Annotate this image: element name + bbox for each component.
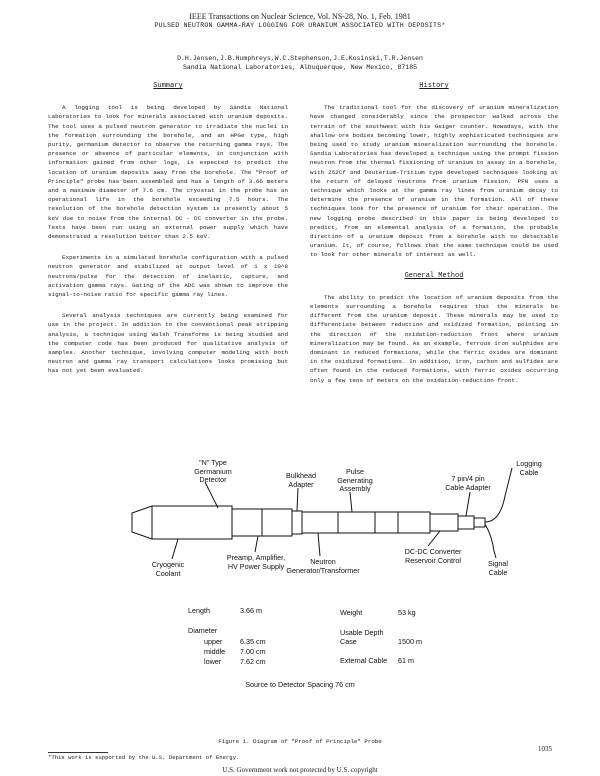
label-dcdc-text: DC-DC Converter Reservoir Control — [404, 547, 462, 565]
spec-lower-label: lower — [204, 657, 222, 666]
left-column — [48, 82, 288, 388]
general-method-paragraph: The ability to predict the location of uranium deposits from the elements surrounding a borehole requires that the minerals be different from the uranium deposit. These minerals may be used to differentiate between reduction and oxidized formation, pointing in the direction of the oxidation-reduction front where uranium mineralization may be found. As an example, ferrous iron sulphides are dominant in reduced formations, while the ferric oxides are dominant in the oxidized formations. In addition, iron, carbon and sulfides are often found in the reduced formations, with ferric oxides occurring only a few tens of meters on the oxidation-reduction front. — [310, 293, 558, 384]
label-neutron-text: Neutron Generator/Transformer — [286, 557, 360, 575]
leader-bulkhead — [297, 488, 298, 511]
label-signal-cable-text: Signal Cable — [488, 559, 508, 577]
label-logging-cable — [508, 460, 550, 477]
label-pulse-generating — [325, 468, 385, 494]
spec-length-value: 3.66 m — [240, 606, 262, 615]
probe-figure — [0, 456, 600, 726]
author-block — [0, 54, 600, 72]
leader-cable-adapter — [466, 492, 470, 516]
label-preamp-text: Preamp, Amplifier, HV Power Supply — [226, 553, 286, 571]
spec-upper-label: upper — [204, 637, 223, 646]
label-bulkhead — [276, 472, 326, 489]
cryostat-dewar — [132, 506, 232, 539]
history-paragraph: The traditional tool for the discovery of uranium mineralization have changed considerably since the prospector walked across the terrain of the southwest with his Geiger counter. Nowadays, with the shallow ore bodies becoming lower, highly sophisticated techniques are being used to study uranium mineralization surrounding the borehole. Sandia Laboratories has developed a technique using the prompt fission neutron from the thermal fissioning of uranium to assay in a borehole, with 252Cf and Deuterium-Tritium type developed techniques looking at the return of delayed neutrons from uranium fission. PFN uses a technique which looks at the gamma ray lines from uranium decay to determine the presence of uranium in the formation. All of these techniques look for the presence of uranium for their operation. The new logging probe described in this paper is being developed to predict, from an elemental analysis of a formation, the probable direction of a uranium deposit from a borehole with no detectable uranium. It, of course, follows that the same technique could be used to look for other minerals of interest as well. — [310, 104, 558, 259]
label-neutron-generator — [280, 558, 366, 575]
figure-caption: Figure 1. Diagram of "Proof of Principle" Probe — [218, 738, 382, 745]
label-logging-cable-text: Logging Cable — [516, 459, 542, 477]
spec-cable-value: 61 m — [398, 656, 414, 665]
label-dcdc — [392, 548, 474, 565]
cable-adapter-tip — [474, 518, 485, 527]
copyright-notice: U.S. Government work not protected by U.S. copyright — [222, 766, 378, 774]
spec-middle-label: middle — [204, 647, 226, 656]
general-method-heading: General Method — [404, 271, 464, 280]
page-number: 1035 — [538, 745, 552, 753]
dcdc-converter-housing — [430, 514, 458, 531]
label-cable-adapter — [436, 475, 500, 492]
signal-cable-line — [485, 524, 496, 558]
neutron-generator-housing — [302, 512, 430, 533]
label-cryogenic-text: Cryogenic Coolant — [151, 560, 185, 578]
spec-depth-label: Usable Depth Case — [340, 628, 384, 646]
spec-length-label: Length — [188, 606, 210, 615]
spec-cable-label: External Cable — [340, 656, 388, 665]
leader-detector — [205, 482, 218, 508]
spec-upper-value: 6.35 cm — [240, 637, 266, 646]
spec-weight-label: Weight — [340, 608, 363, 617]
label-cryogenic — [138, 561, 198, 578]
label-pulse-text: Pulse Generating Assembly — [337, 467, 373, 493]
history-heading: History — [419, 82, 449, 90]
summary-paragraph: Several analysis techniques are currently being examined for use in the project. In addition to the conventional peak stripping analysis, a technique using Walsh Transforms is being studied and the computer code has been produced for qualitative analysis of samples. Another technique, involving computer modeling with both neutron and gamma ray transport calculations looks promising but has not yet been evaluated. — [48, 312, 288, 375]
spec-diameter-label: Diameter — [188, 626, 218, 635]
footnote-rule — [48, 752, 108, 753]
footnote: *This work is supported by the U.S. Department of Energy. — [48, 754, 240, 761]
label-detector-text: "N" Type Germanium Detector — [194, 458, 232, 484]
spec-weight-value: 53 kg — [398, 608, 416, 617]
authors: D.H.Jensen,J.B.Humphreys,W.C.Stephenson,J.E.Kosinski,T.R.Jensen — [177, 55, 423, 62]
cable-adapter-shape — [458, 516, 474, 529]
summary-heading: Summary — [153, 82, 183, 90]
label-detector — [180, 459, 246, 485]
spec-lower-value: 7.62 cm — [240, 657, 266, 666]
affiliation: Sandia National Laboratories, Albuquerque, New Mexico, 87185 — [182, 64, 418, 71]
summary-paragraph: A logging tool is being developed by Sandia National Laboratories to look for minerals associated with uranium deposits. The tool uses a pulsed neutron generator to irradiate the nuclei in the formation surrounding the borehole, and an HPGe type, high purity, germanium detector to observe the returning gamma rays. The presence or absence of particular elements, in conjunction with information gained from other logs, is expected to predict the location of uranium deposits away from the borehole. The "Proof of Principle" probe has been assembled and has a length of 3.66 meters and a maximum diameter of 7.6 cm. The cryostat in the probe has an operational life in the borehole exceeding 7.5 hours. The resolution of the borehole detection system is presently about 5 keV due to noise from the internal DC - DC converter in the probe. Tests have been run using an external power supply which have demonstrated a resolution better than 2.5 keV. — [48, 104, 288, 241]
journal-header: IEEE Transactions on Nuclear Science, Vol. NS-28, No. 1, Feb. 1981 — [189, 12, 411, 21]
leader-neutron — [318, 533, 320, 556]
summary-paragraph: Experiments in a simulated borehole configuration with a pulsed neutron generator and stabilized at output level of 1 x 10^8 neutrons/pulse for the detection of inelastic, capture, and activation gamma rays. Gating of the ADC was shown to improve the signal-to-noise ratio for specific gamma ray lines. — [48, 254, 288, 299]
spec-spacing: Source to Detector Spacing 76 cm — [245, 680, 355, 689]
right-column — [310, 82, 558, 397]
paper-title: PULSED NEUTRON GAMMA-RAY LOGGING FOR URANIUM ASSOCIATED WITH DEPOSITS* — [154, 22, 446, 29]
leader-preamp — [255, 536, 258, 552]
leader-pulse — [350, 492, 352, 512]
spec-depth-value: 1500 m — [398, 637, 422, 646]
spec-middle-value: 7.00 cm — [240, 647, 266, 656]
leader-cryogenic — [172, 539, 178, 559]
label-signal-cable — [478, 560, 518, 577]
bulkhead-adapter-shape — [292, 511, 302, 534]
label-bulkhead-text: Bulkhead Adapter — [286, 471, 316, 489]
label-cable-adapter-text: 7 pin/4 pin Cable Adapter — [445, 474, 491, 492]
